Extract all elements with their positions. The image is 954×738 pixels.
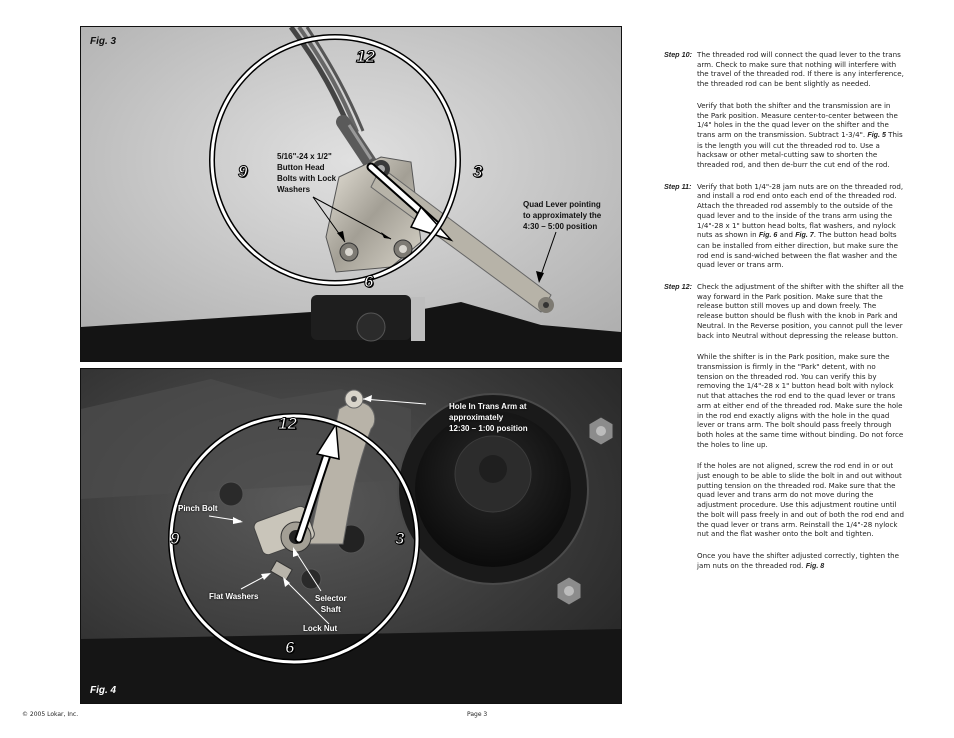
figure-4-photo	[80, 368, 622, 704]
fig3-clock-6: 6	[364, 272, 374, 291]
figure-3-illustration	[81, 27, 621, 361]
quad-lever-callout: Quad Lever pointing to approximately the 4:30 – 5:00 position	[523, 200, 602, 231]
fig4-clock-3: 3	[395, 529, 405, 548]
step-10-label: Step 10:	[664, 50, 692, 59]
step-11-label: Step 11:	[664, 181, 692, 191]
fig3-clock-12: 12	[356, 47, 375, 66]
fig3-clock-9: 9	[238, 162, 248, 181]
step-10-verify-paragraph: Verify that both the shifter and the transmission are in the Park position. Measure center-to-center between the 1/4" holes in the the quad lever on the shifter and the trans arm on the transmission. Subtract 1-3/4". Fig. 5 This is the length you will cut the threaded rod to. Use a hacksaw or other metal-cutting saw to shorten the threaded rod, and then de-burr the cut end of the rod.	[697, 100, 903, 170]
pinch-bolt-callout: Pinch Bolt	[178, 504, 218, 513]
copyright: © 2005 Lokar, Inc.	[22, 711, 79, 718]
step-10-text: The threaded rod will connect the quad lever to the trans arm. Check to make sure that nothing will interfere with the travel of the threaded rod. If there is any interference, the threaded rod can be bent slightly as needed.	[697, 50, 904, 89]
flat-washers-callout: Flat Washers	[209, 592, 259, 601]
step-12	[664, 282, 904, 340]
step-11-text: Verify that both 1/4"-28 jam nuts are on the threaded rod, and install a rod end onto each end of the threaded rod. Attach the threaded rod assembly to the outside of the quad lever and to the inside of the trans arm using the 1/4"-28 x 1" button head bolts, flat washers, and nylock nuts as shown in Fig. 6 and Fig. 7. The button head bolts can be installed from either direction, but make sure the rod end is sand-wiched between the flat washer and the quad lever or trans arm.	[697, 181, 904, 270]
figure-3-photo	[80, 26, 622, 362]
step-11	[664, 182, 904, 270]
fig-8-reference: Fig. 8	[805, 561, 825, 570]
step-12-text: Check the adjustment of the shifter with the shifter all the way forward in the Park position. Make sure that the release button still moves up and down freely. The release button should be flush with the knob in Park and Neutral. In the Reverse position, you cannot pull the lever back into Neutral without depressing the release button.	[697, 282, 904, 340]
instructions-column	[664, 50, 904, 583]
bolts-callout: 5/16"-24 x 1/2" Button Head Bolts with Lock Washers	[277, 152, 337, 194]
figure-4-label: Fig. 4	[90, 685, 117, 696]
lock-nut-callout: Lock Nut	[303, 624, 338, 633]
final-tighten-paragraph: Once you have the shifter adjusted correctly, tighten the jam nuts on the threaded rod. Fig. 8	[697, 550, 900, 570]
fig4-clock-12: 12	[278, 414, 297, 433]
trans-arm-hole-callout: Hole In Trans Arm at approximately 12:30 – 1:00 position	[449, 402, 528, 433]
figure-4-illustration	[81, 369, 621, 703]
figure-3-label: Fig. 3	[90, 36, 117, 47]
fig4-clock-9: 9	[170, 529, 180, 548]
fig-5-reference: Fig. 5	[867, 130, 886, 139]
selector-shaft-callout: Selector Shaft	[315, 594, 347, 614]
fig4-clock-6: 6	[285, 638, 295, 657]
holes-alignment-paragraph: If the holes are not aligned, screw the rod end in or out just enough to be able to slide the bolt in and out without putting tension on the threaded rod. Make sure that the quad lever and trans arm do not move during the adjustment procedure. Use this adjustment routine until the bolt will pass freely in and out of both the rod end and the quad lever or trans arm. Reinstall the 1/4"-28 nylock nut and the flat washer onto the bolt and tighten.	[697, 461, 905, 539]
step-10	[664, 50, 904, 89]
fig-6-reference: Fig. 6	[758, 231, 778, 240]
page-number: Page 3	[467, 711, 488, 718]
fig-7-reference: Fig. 7	[795, 231, 814, 240]
park-position-paragraph: While the shifter is in the Park position, make sure the transmission is firmly in the "Park" detent, with no tension on the threaded rod. You can verify this by removing the 1/4"-28 x 1" button head bolt with nylock nut that attaches the rod end to the quad lever or trans arm at either end of the threaded rod. Make sure the hole in the rod end exactly aligns with the hole in the quad lever or trans arm. The bolt should pass freely through both holes at the same time without binding. Do not force the holes to line up.	[697, 352, 904, 449]
fig3-clock-3: 3	[473, 162, 483, 181]
step-12-label: Step 12:	[664, 282, 692, 292]
